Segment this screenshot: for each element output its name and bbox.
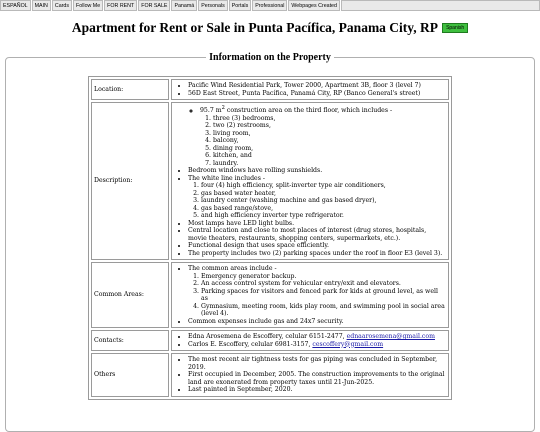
room-item: 2. two (2) restrooms, — [213, 122, 446, 130]
description-item: • The property includes two (2) parking spaces under the roof in floor E3 (level 3). — [188, 250, 446, 258]
description-item: • Most lamps have LED light bulbs. — [188, 220, 446, 228]
nav-webpages-created[interactable]: Webpages Created — [288, 0, 340, 11]
room-item: 7. laundry. — [213, 160, 446, 168]
page-title-text: Apartment for Rent or Sale in Punta Pacífica, Panama City, RP — [71, 20, 439, 35]
contact-email-link[interactable]: cescoffery@gmail.com — [312, 340, 384, 348]
spanish-button[interactable]: Spanish — [442, 23, 468, 33]
common-areas-label: Common Areas: — [91, 262, 169, 328]
nav-panama[interactable]: Panamá — [171, 0, 197, 11]
location-line: • Pacific Wind Residential Park, Tower 2000, Apartment 3B, floor 3 (level 7) — [188, 82, 446, 90]
area-item — [200, 105, 446, 167]
appliance-item: 1. four (4) high efficiency, split-inverter type air conditioners, — [201, 182, 446, 190]
common-item: 3. Parking spaces for visitors and fenced park for kids at ground level, as well as — [201, 288, 446, 303]
nav-portals[interactable]: Portals — [229, 0, 252, 11]
location-line: • 56D East Street, Punta Pacífica, Panamá City, RP (Banco General's street) — [188, 90, 446, 98]
area-suffix: construction area on the third floor, which includes - — [224, 107, 393, 115]
others-item: • Last painted in September, 2020. — [188, 386, 446, 394]
area-sup: 2 — [221, 105, 225, 111]
contacts-label: Contacts: — [91, 330, 169, 351]
common-areas-row — [91, 262, 449, 328]
section-title: Information on the Property — [209, 52, 331, 63]
white-line-text: The white line includes - — [188, 174, 265, 182]
others-item: • First occupied in December, 2005. The construction improvements to the original land are exonerated from property taxes until 21-Jun-2025. — [188, 371, 446, 386]
location-label: Location: — [91, 79, 169, 100]
area-prefix: 95.7 m — [200, 107, 222, 115]
white-line-item — [188, 175, 446, 220]
appliance-item: 3. laundry center (washing machine and gas based dryer), — [201, 197, 446, 205]
area-item-wrapper — [188, 105, 446, 167]
contact-text: Edna Arosemena de Escoffery, celular 6151-2477, — [188, 333, 347, 341]
location-content — [171, 79, 449, 100]
contact-item — [188, 341, 446, 349]
appliance-item: 2. gas based water heater, — [201, 190, 446, 198]
description-item: • Functional design that uses space efficiently. — [188, 242, 446, 250]
contact-item — [188, 333, 446, 341]
description-row — [91, 102, 449, 260]
common-expenses-item: • Common expenses include gas and 24x7 security. — [188, 318, 446, 326]
others-content — [171, 353, 449, 397]
contacts-row — [91, 330, 449, 351]
contacts-content — [171, 330, 449, 351]
others-item: • The most recent air tightness tests for gas piping was concluded in September, 2019. — [188, 356, 446, 371]
common-intro-item — [188, 265, 446, 318]
page-title — [0, 20, 540, 36]
windows-item: • Bedroom windows have rolling sunshields. — [188, 167, 446, 175]
room-item: 3. living room, — [213, 130, 446, 138]
contact-email-link[interactable]: ednaarosemena@gmail.com — [346, 333, 435, 341]
nav-personals[interactable]: Personals — [198, 0, 228, 11]
location-row — [91, 79, 449, 100]
top-nav — [0, 0, 540, 12]
nav-for-rent[interactable]: FOR RENT — [104, 0, 137, 11]
appliance-item: 4. gas based range/stove, — [201, 205, 446, 213]
nav-follow-me[interactable]: Follow Me — [73, 0, 103, 11]
common-areas-content — [171, 262, 449, 328]
appliance-item: 5. and high efficiency inverter type refrigerator. — [201, 212, 446, 220]
common-item: 2. An access control system for vehicular entry/exit and elevators. — [201, 280, 446, 288]
room-item: 5. dining room, — [213, 145, 446, 153]
description-label: Description: — [91, 102, 169, 260]
nav-cards[interactable]: Cards — [52, 0, 72, 11]
room-item: 4. balcony, — [213, 137, 446, 145]
nav-espanol[interactable]: ESPAÑOL — [0, 0, 31, 11]
nav-professional[interactable]: Professional — [252, 0, 287, 11]
others-row — [91, 353, 449, 397]
description-item: • Central location and close to most places of interest (drug stores, hospitals, movie theaters, restaurants, shopping centers, supermarkets, etc.). — [188, 227, 446, 242]
others-label: Others — [91, 353, 169, 397]
common-intro-text: The common areas include - — [188, 265, 277, 273]
contact-text: Carlos E. Escoffery, celular 6981-3157, — [188, 340, 313, 348]
room-item: 6. kitchen, and — [213, 152, 446, 160]
property-info-table — [88, 76, 452, 400]
description-content — [171, 102, 449, 260]
nav-main[interactable]: MAIN — [32, 0, 51, 11]
common-item: 4. Gymnasium, meeting room, kids play room, and swimming pool in social area (level 4). — [201, 303, 446, 318]
nav-filler — [341, 0, 540, 11]
room-item: 1. three (3) bedrooms, — [213, 115, 446, 123]
common-item: 1. Emergency generator backup. — [201, 273, 446, 281]
nav-for-sale[interactable]: FOR SALE — [138, 0, 170, 11]
